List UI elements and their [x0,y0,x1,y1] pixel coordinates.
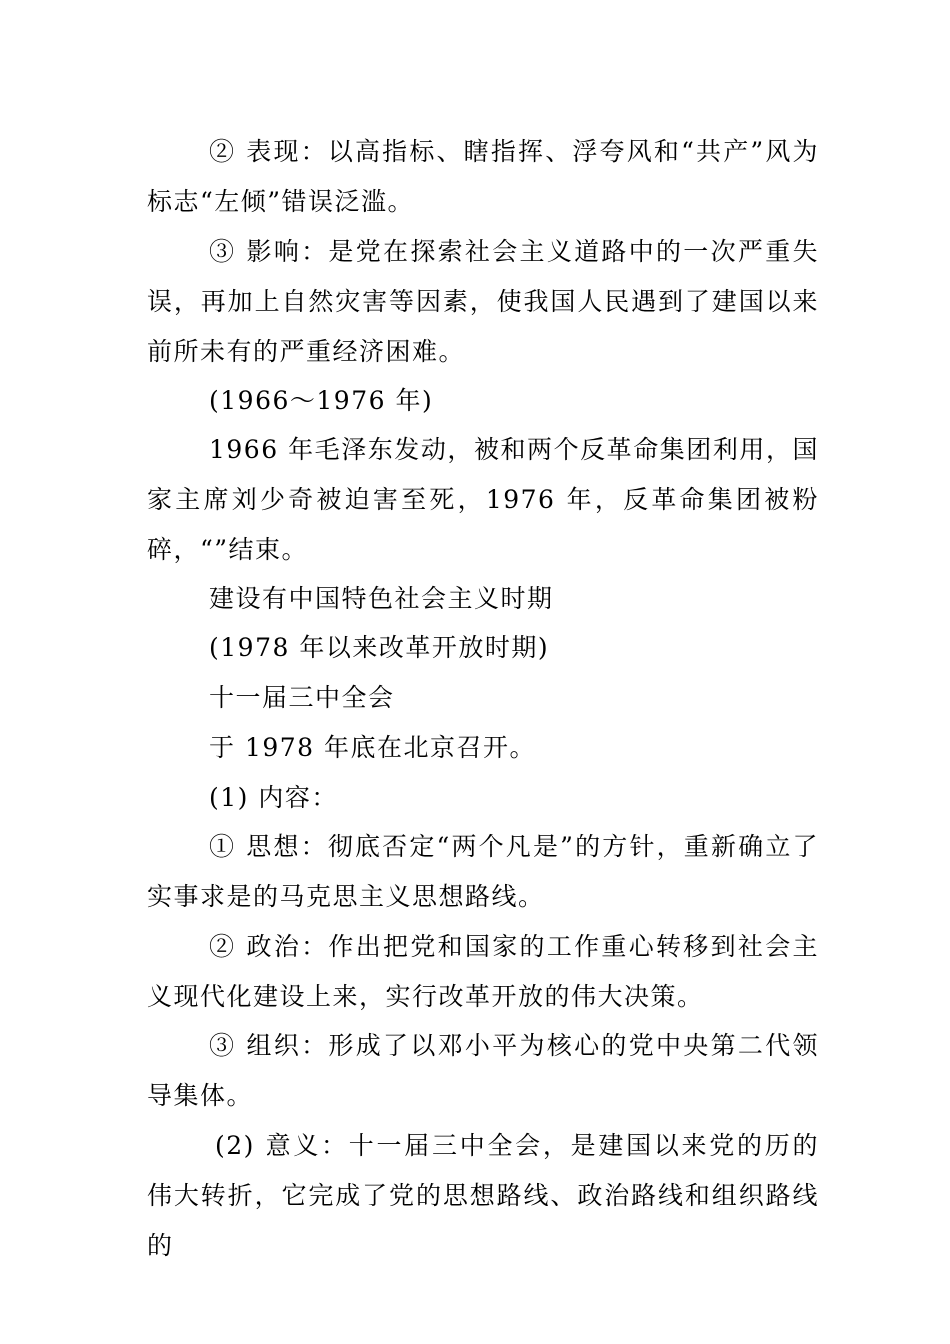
paragraph-content-heading: (1) 内容： [209,783,338,812]
paragraph-manifestation: ② 表现：以高指标、瞎指挥、浮夸风和“共产”风为标志“左倾”错误泛滥。 [147,137,819,216]
paragraph-period-1966-1976: (1966～1976 年) [209,386,434,415]
paragraph-impact: ③ 影响：是党在探索社会主义道路中的一次严重失误，再加上自然灾害等因素，使我国人民遇到了建国以来前所未有的严重经济困难。 [147,237,819,366]
paragraph-ideology: ① 思想：彻底否定“两个凡是”的方针，重新确立了实事求是的马克思主义思想路线。 [147,832,819,911]
paragraph-significance: (2) 意义：十一届三中全会，是建国以来党的历的伟大转折，它完成了党的思想路线、政治路线和组织路线的 [147,1131,819,1260]
paragraph-organization: ③ 组织：形成了以邓小平为核心的党中央第二代领导集体。 [147,1031,819,1110]
paragraph-politics: ② 政治：作出把党和国家的工作重心转移到社会主义现代化建设上来，实行改革开放的伟大决策。 [147,932,819,1011]
section-heading-socialism-period: 建设有中国特色社会主义时期 [209,584,554,613]
paragraph-1966-events: 1966 年毛泽东发动，被和两个反革命集团利用，国家主席刘少奇被迫害至死，1976 年，反革命集团被粉碎，“”结束。 [147,435,819,564]
paragraph-plenum-date: 于 1978 年底在北京召开。 [209,733,537,762]
paragraph-reform-period: (1978 年以来改革开放时期) [209,633,550,662]
section-heading-third-plenum: 十一届三中全会 [209,683,395,712]
